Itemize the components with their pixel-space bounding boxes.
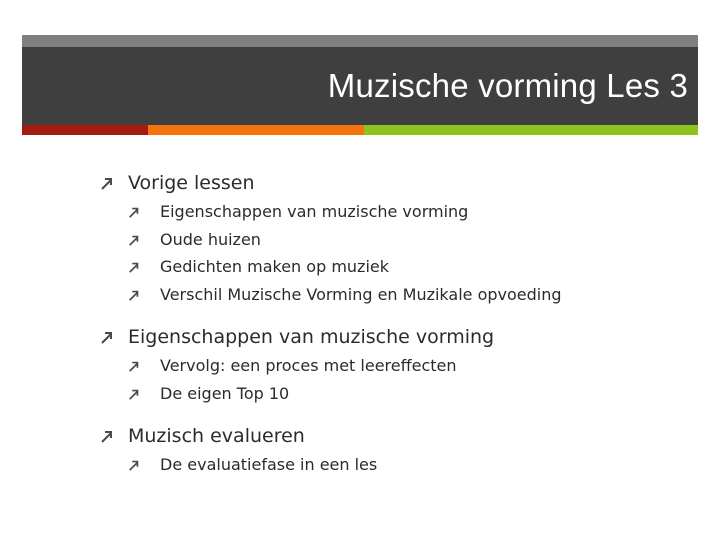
bullet-label: Vorige lessen (128, 172, 255, 194)
diagonal-arrow-icon (128, 360, 140, 372)
sub-bullet (128, 356, 457, 375)
sub-bullet (128, 384, 289, 403)
sub-bullet-label: Verschil Muzische Vorming en Muzikale opvoeding (160, 285, 562, 304)
diagonal-arrow-icon (128, 206, 140, 218)
sub-bullet-label: Vervolg: een proces met leereffecten (160, 356, 457, 375)
diagonal-arrow-icon (128, 234, 140, 246)
sub-bullet-label: De evaluatiefase in een les (160, 455, 378, 474)
sub-bullet (128, 455, 377, 474)
diagonal-arrow-icon (128, 261, 140, 273)
sub-bullet (128, 257, 389, 276)
sub-bullet-label: Eigenschappen van muzische vorming (160, 202, 469, 221)
diagonal-arrow-icon (128, 289, 140, 301)
sub-bullet (128, 202, 468, 221)
bullet-label: Muzisch evalueren (128, 425, 305, 447)
sub-bullet (128, 230, 261, 249)
sub-bullet-label: Oude huizen (160, 230, 261, 249)
sub-bullet (128, 285, 562, 304)
slide-title: Muzische vorming Les 3 (327, 67, 688, 104)
bullet-label: Eigenschappen van muzische vorming (128, 326, 495, 348)
diagonal-arrow-icon (100, 429, 114, 443)
diagonal-arrow-icon (100, 330, 114, 344)
bullet-eigenschappen (100, 326, 494, 348)
sub-bullet-label: De eigen Top 10 (160, 384, 290, 403)
bullet-muzisch-evalueren (100, 425, 305, 447)
diagonal-arrow-icon (128, 388, 140, 400)
diagonal-arrow-icon (100, 176, 114, 190)
sub-bullet-label: Gedichten maken op muziek (160, 257, 389, 276)
bullet-vorige-lessen (100, 172, 255, 194)
diagonal-arrow-icon (128, 459, 140, 471)
